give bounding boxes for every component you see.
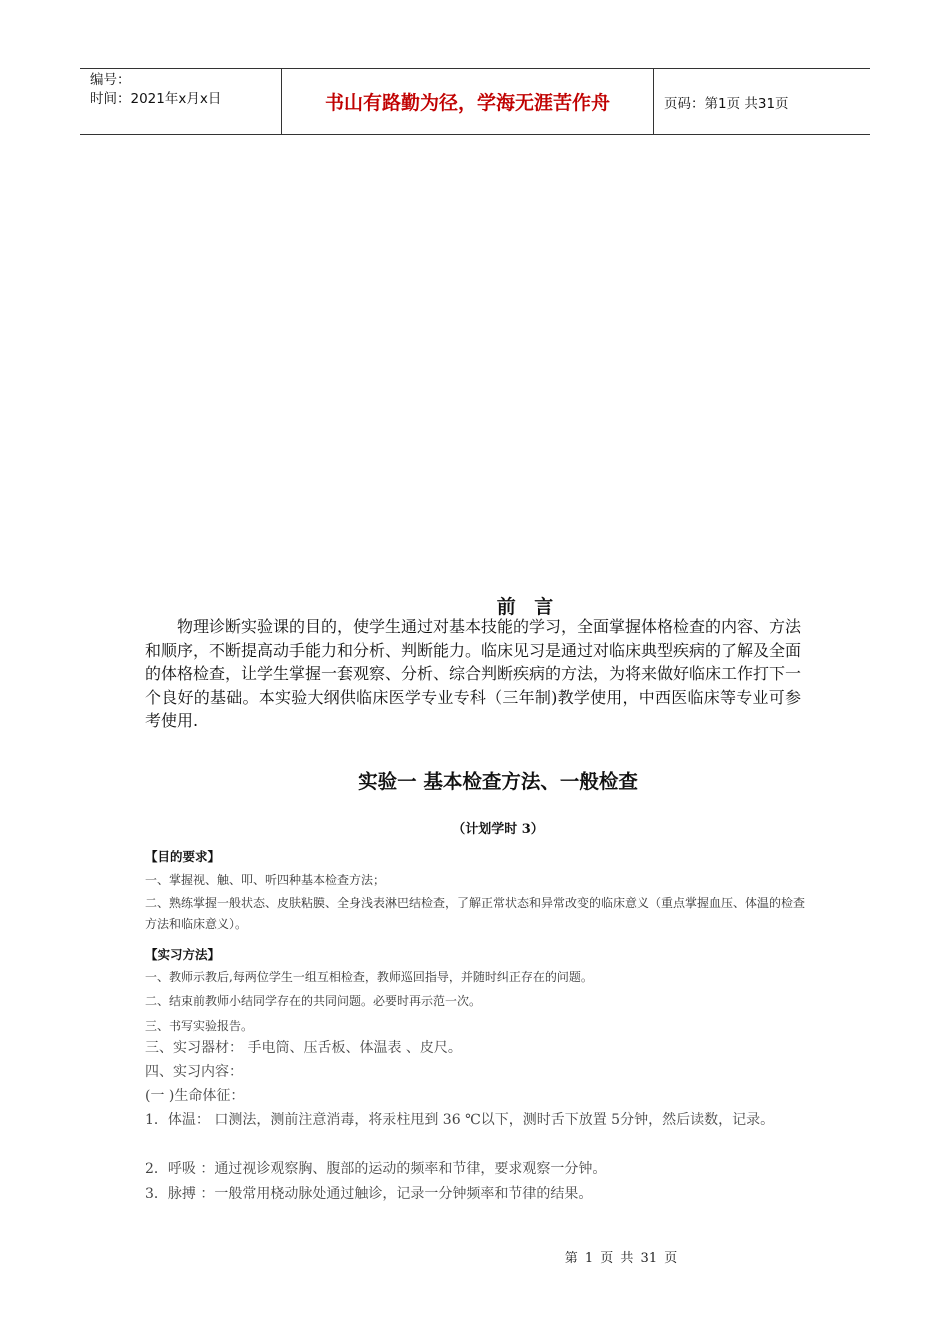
vital-item-respiration: 2．呼吸 ：通过视诊观察胸、腹部的运动的频率和节律，要求观察一分钟。 (145, 1161, 607, 1177)
method-item: 三、书写实验报告。 (145, 1019, 254, 1033)
header-page-info: 页码：第1页 共31页 (664, 95, 789, 112)
header-meta (80, 69, 281, 134)
header-motto: 书山有路勤为径，学海无涯苦作舟 (281, 69, 654, 134)
vital-item-pulse: 3．脉搏 ：一般常用桡动脉处通过触诊，记录一分钟频率和节律的结果。 (145, 1186, 593, 1202)
page-header (80, 68, 870, 135)
objectives-heading: 【目的要求】 (145, 849, 221, 864)
preface-paragraph: 物理诊断实验课的目的，使学生通过对基本技能的学习，全面掌握体格检查的内容、方法和顺序，不断提高动手能力和分析、判断能力。临床见习是通过对临床典型疾病的了解及全面的体格检查，让学生掌握一套观察、分析、综合判断疾病的方法，为将来做好临床工作打下一个良好的基础。本实验大纲供临床医学专业专科（三年制)教学使用，中西医临床等专业可参考使用. (145, 617, 802, 730)
content-heading: 四、实习内容： (145, 1064, 243, 1080)
methods-heading: 【实习方法】 (145, 947, 221, 962)
doc-date: 时间：2021年x月x日 (90, 91, 222, 107)
doc-code-label: 编号： (90, 72, 131, 88)
vital-item-temperature: 1．体温： 口测法，测前注意消毒，将汞柱甩到 36 ℃以下，测时舌下放置 5分钟，然后读数，记录。 (145, 1112, 775, 1128)
equipment-line: 三、实习器材： 手电筒、压舌板、体温表 、皮尺。 (145, 1040, 462, 1056)
objective-item: 一、掌握视、触、叩、听四种基本检查方法； (145, 873, 386, 887)
vital-signs-heading: (一 )生命体征： (145, 1088, 245, 1104)
experiment-title: 实验一 基本检查方法、一般检查 (358, 770, 638, 793)
method-item: 一、教师示教后,每两位学生一组互相检查，教师巡回指导，并随时纠正存在的问题。 (145, 970, 593, 984)
page-footer: 第 1 页 共 31 页 (564, 1251, 678, 1266)
planned-hours: （计划学时 3） (452, 822, 544, 837)
preface-title: 前 言 (496, 596, 560, 618)
objective-item: 二、熟练掌握一般状态、皮肤粘膜、全身浅表淋巴结检查，了解正常状态和异常改变的临床意义（重点掌握血压、体温的检查方法和临床意义）。 (145, 896, 806, 931)
method-item: 二、结束前教师小结同学存在的共同问题。必要时再示范一次。 (145, 994, 482, 1008)
